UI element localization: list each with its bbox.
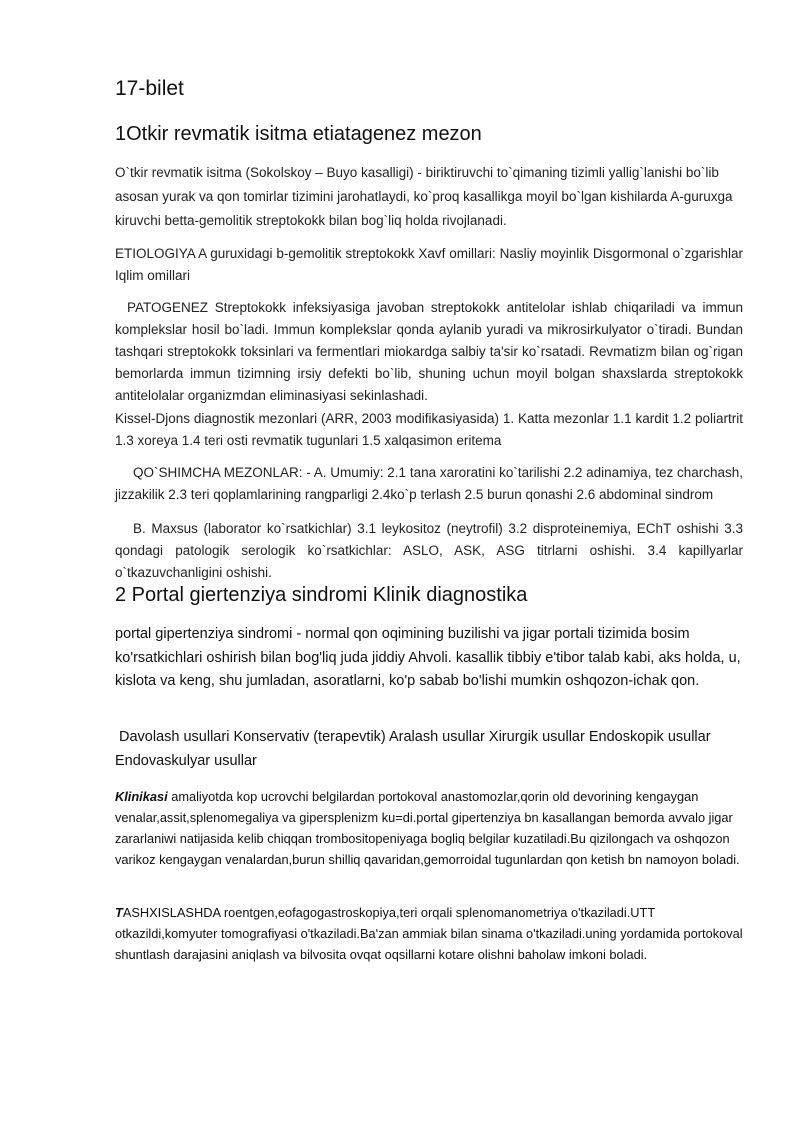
q1-etiology-paragraph: ETIOLOGIYA A guruxidagi b-gemolitik streptokokk Xavf omillari: Nasliy moyinlik Disgormonal o`zgarishlar Iqlim omillari <box>115 246 743 283</box>
q1-additional-criteria-b: B. Maxsus (laborator ko`rsatkichlar) 3.1 leykositoz (neytrofil) 3.2 disproteinemiya, EChT oshishi 3.3 qondagi patologik serologik ko`rsatkichlar: ASLO, ASK, ASG titrlarni oshishi. 3.4 kapillyarlar o`tkazuvchanligini oshishi. <box>115 521 743 580</box>
q1-pathogenesis-paragraph: PATOGENEZ Streptokokk infeksiyasiga javoban streptokokk antitelolar ishlab chiqariladi va immun komplekslar hosil bo`ladi. Immun komplekslar qonda aylanib yuradi va mikrosirkulyator o`tiradi. Bundan tashqari streptokokk toksinlari va fermentlari miokardga salbiy ta'sir ko`rsatadi. Revmatizm bilan og`rigan bemorlarda immun tizimning irsiy defekti bo`lib, shuning uchun moyil bolgan shaxslarda streptokokk antitelolalar organizmdan eliminasiyasi sekinlashadi. <box>115 300 743 403</box>
q2-clinic-paragraph <box>115 786 743 870</box>
q1-definition-paragraph: O`tkir revmatik isitma (Sokolskoy – Buyo kasalligi) - biriktiruvchi to`qimaning tizimli yallig`lanishi bo`lib asosan yurak va qon tomirlar tizimini jarohatlaydi, ko`proq kasallikga moyil bo`lgan kishilarda A-guruxga kiruvchi betta-gemolitik streptokokk bilan bog`liq holda rivojlanadi. <box>115 165 733 228</box>
q1-criteria-paragraph: Kissel-Djons diagnostik mezonlari (ARR, 2003 modifikasiyasida) 1. Katta mezonlar 1.1 kardit 1.2 poliartrit 1.3 xoreya 1.4 teri osti revmatik tugunlari 1.5 xalqasimon eritema <box>115 411 743 448</box>
question-2-heading: 2 Portal giertenziya sindromi Klinik diagnostika <box>115 584 528 606</box>
question-1-heading: 1Otkir revmatik isitma etiatagenez mezon <box>115 123 482 145</box>
clinic-lead-word: Klinikasi <box>115 789 168 804</box>
diagnosis-text: ASHXISLASHDA roentgen,eofagogastroskopiya,teri orqali splenomanometriya o'tkaziladi.UTT otkazildi,komyuter tomografiyasi o'tkaziladi.Ba'zan ammiak bilan sinama o'tkaziladi.uning yordamida portokoval shuntlash darajasini aniqlash va bilvosita ovqat oqsillarni kotare olishni baholaw imkoni boladi. <box>115 905 743 962</box>
q2-definition-paragraph: portal gipertenziya sindromi - normal qon oqimining buzilishi va jigar portali tizimida bosim ko'rsatkichlari oshirish bilan bog'liq juda jiddiy Ahvoli. kasallik tibbiy e'tibor talab kabi, aks holda, u, kislota va keng, shu jumladan, asoratlarni, ko'p sabab bo'lishi mumkin oshqozon-ichak qon. <box>115 626 741 689</box>
clinic-text: amaliyotda kop ucrovchi belgilardan portokoval anastomozlar,qorin old devorining kengaygan venalar,assit,splenomegaliya va gipersplenizm ku=di.portal gipertenziya bn kasallangan bemorda avvalo jigar zararlaniwi natijasida kelib chiqqan trombositopeniyaga bogliq belgilar kuzatiladi.Bu qizilongach va oshqozon varikoz kengaygan venalardan,burun shilliq qavaridan,gemorroidal tugunlardan qon ketish bn namoyon boladi. <box>115 789 740 867</box>
q2-diagnosis-paragraph <box>115 902 743 965</box>
ticket-title: 17-bilet <box>115 77 184 100</box>
q2-treatment-paragraph: Davolash usullari Konservativ (terapevtik) Aralash usullar Xirurgik usullar Endoskopik usullar Endovaskulyar usullar <box>115 729 711 769</box>
diagnosis-lead-letter: T <box>115 905 123 920</box>
q1-additional-criteria-a: QO`SHIMCHA MEZONLAR: - A. Umumiy: 2.1 tana xaroratini ko`tarilishi 2.2 adinamiya, tez charchash, jizzakilik 2.3 teri qoplamlarining rangparligi 2.4ko`p terlash 2.5 burun qonashi 2.6 abdominal sindrom <box>115 465 743 502</box>
